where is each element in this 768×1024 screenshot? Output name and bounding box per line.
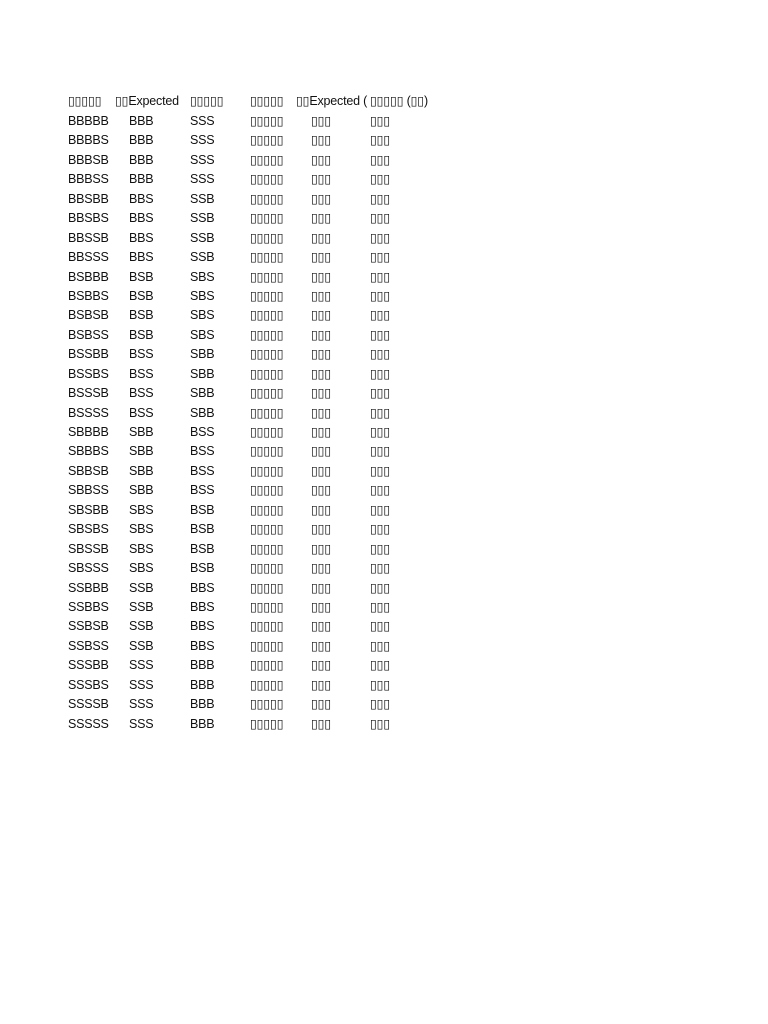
table-cell: ▯▯▯: [311, 677, 332, 692]
table-cell: SBB: [129, 425, 154, 439]
table-cell: SSS: [129, 716, 154, 731]
table-cell: SBS: [129, 561, 154, 576]
table-cell: SBSBS: [68, 522, 109, 537]
table-cell: ▯▯▯: [311, 483, 332, 498]
table-cell: SSB: [190, 211, 215, 226]
table-cell: BBS: [129, 250, 154, 265]
table-cell: ▯▯▯: [311, 288, 332, 303]
table-cell: BSBSB: [68, 308, 109, 323]
header-cell-3: ▯▯▯▯▯: [190, 94, 224, 108]
table-cell: ▯▯▯: [370, 599, 391, 614]
table-cell: SBBBB: [68, 425, 109, 439]
table-cell: SBB: [129, 483, 154, 498]
table-cell: SSS: [129, 697, 154, 712]
table-cell: SBB: [190, 366, 215, 381]
table-cell: SBSBB: [68, 502, 109, 517]
table-cell: ▯▯▯▯▯: [250, 483, 284, 498]
table-cell: SBBSB: [68, 463, 109, 478]
table-cell: ▯▯▯: [311, 269, 332, 284]
table-cell: BSSBB: [68, 347, 109, 362]
table-cell: SSS: [190, 114, 215, 128]
table-cell: ▯▯▯: [370, 269, 391, 284]
table-cell: SBS: [190, 269, 215, 284]
table-cell: ▯▯▯▯▯: [250, 114, 284, 128]
table-cell: ▯▯▯: [370, 191, 391, 206]
table-cell: SSS: [129, 658, 154, 673]
table-cell: ▯▯▯: [370, 347, 391, 362]
table-cell: ▯▯▯▯▯: [250, 638, 284, 653]
table-cell: BSB: [129, 308, 154, 323]
table-cell: BSSBS: [68, 366, 109, 381]
table-cell: ▯▯▯: [311, 347, 332, 362]
table-cell: ▯▯▯▯▯: [250, 133, 284, 148]
header-cell-1: ▯▯▯▯▯: [68, 94, 102, 108]
table-cell: ▯▯▯: [370, 172, 391, 187]
table-cell: BSS: [190, 463, 215, 478]
table-cell: ▯▯▯▯▯: [250, 152, 284, 167]
table-cell: SBS: [190, 308, 215, 323]
table-cell: ▯▯▯: [370, 619, 391, 634]
table-cell: BBSSS: [68, 250, 109, 265]
table-cell: ▯▯▯▯▯: [250, 288, 284, 303]
table-cell: ▯▯▯: [370, 658, 391, 673]
table-cell: ▯▯▯▯▯: [250, 697, 284, 712]
table-cell: ▯▯▯▯▯: [250, 580, 284, 595]
table-cell: BSB: [190, 561, 215, 576]
header-cell-5: ▯▯Expected (: [296, 94, 368, 108]
table-cell: SSB: [129, 638, 154, 653]
table-cell: ▯▯▯: [311, 561, 332, 576]
table-cell: ▯▯▯▯▯: [250, 172, 284, 187]
table-cell: ▯▯▯: [370, 133, 391, 148]
table-cell: ▯▯▯: [311, 230, 332, 245]
table-cell: ▯▯▯: [311, 152, 332, 167]
table-cell: ▯▯▯▯▯: [250, 561, 284, 576]
table-cell: ▯▯▯▯▯: [250, 211, 284, 226]
table-cell: ▯▯▯: [311, 366, 332, 381]
table-cell: ▯▯▯: [311, 114, 332, 128]
table-cell: ▯▯▯: [370, 114, 391, 128]
table-cell: BBS: [190, 599, 215, 614]
table-cell: BSS: [129, 386, 154, 401]
table-cell: SSSBB: [68, 658, 109, 673]
table-cell: ▯▯▯: [370, 697, 391, 712]
table-cell: ▯▯▯▯▯: [250, 541, 284, 556]
table-cell: BBBBS: [68, 133, 109, 148]
table-cell: BSSSB: [68, 386, 109, 401]
table-cell: ▯▯▯: [370, 444, 391, 459]
table-cell: ▯▯▯▯▯: [250, 327, 284, 342]
table-cell: ▯▯▯▯▯: [250, 658, 284, 673]
table-cell: ▯▯▯: [370, 405, 391, 420]
table-cell: SBBSS: [68, 483, 109, 498]
table-cell: SSS: [129, 677, 154, 692]
table-cell: ▯▯▯: [311, 444, 332, 459]
table-cell: BSB: [190, 502, 215, 517]
table-cell: ▯▯▯▯▯: [250, 463, 284, 478]
table-cell: BBS: [129, 191, 154, 206]
table-cell: BBB: [129, 172, 154, 187]
table-cell: ▯▯▯: [311, 250, 332, 265]
table-cell: ▯▯▯▯▯: [250, 366, 284, 381]
table-cell: ▯▯▯: [311, 716, 332, 731]
table-cell: BSB: [190, 522, 215, 537]
table-cell: ▯▯▯: [370, 386, 391, 401]
header-cell-2: ▯▯Expected: [115, 94, 179, 108]
table-cell: BSS: [190, 483, 215, 498]
table-cell: BSB: [129, 288, 154, 303]
table-cell: SSS: [190, 152, 215, 167]
table-cell: BSB: [190, 541, 215, 556]
table-cell: ▯▯▯▯▯: [250, 308, 284, 323]
table-cell: ▯▯▯▯▯: [250, 425, 284, 439]
table-cell: ▯▯▯: [370, 211, 391, 226]
table-cell: ▯▯▯: [311, 172, 332, 187]
table-cell: SBSSS: [68, 561, 109, 576]
table-cell: ▯▯▯: [370, 366, 391, 381]
table-cell: BSS: [129, 405, 154, 420]
table-cell: ▯▯▯: [311, 502, 332, 517]
table-cell: ▯▯▯▯▯: [250, 522, 284, 537]
table-cell: ▯▯▯: [370, 541, 391, 556]
table-cell: BBS: [190, 580, 215, 595]
table-cell: SSB: [190, 250, 215, 265]
table-cell: BBB: [129, 114, 154, 128]
table-cell: BBBSS: [68, 172, 109, 187]
table-cell: ▯▯▯: [370, 230, 391, 245]
table-cell: ▯▯▯▯▯: [250, 250, 284, 265]
table-cell: ▯▯▯: [370, 327, 391, 342]
table-cell: BBS: [129, 211, 154, 226]
table-cell: SBS: [129, 502, 154, 517]
table-cell: ▯▯▯▯▯: [250, 269, 284, 284]
table-cell: ▯▯▯: [370, 463, 391, 478]
table-cell: BSBBB: [68, 269, 109, 284]
table-cell: BSBSS: [68, 327, 109, 342]
table-cell: BBSSB: [68, 230, 109, 245]
table-cell: SSB: [129, 619, 154, 634]
table-cell: ▯▯▯: [370, 425, 391, 439]
table-cell: SSSSS: [68, 716, 109, 731]
table-cell: BSS: [129, 347, 154, 362]
table-cell: ▯▯▯: [370, 502, 391, 517]
table-cell: SBS: [129, 541, 154, 556]
table-cell: ▯▯▯▯▯: [250, 191, 284, 206]
table-cell: ▯▯▯: [370, 308, 391, 323]
table-cell: ▯▯▯: [370, 152, 391, 167]
table-cell: ▯▯▯: [311, 405, 332, 420]
table-cell: BBS: [129, 230, 154, 245]
table-cell: ▯▯▯: [311, 211, 332, 226]
table-cell: BBS: [190, 619, 215, 634]
table-cell: SBS: [190, 288, 215, 303]
table-cell: ▯▯▯: [311, 619, 332, 634]
header-cell-6: ▯▯▯▯▯ (▯▯): [370, 94, 428, 108]
table-cell: SBB: [129, 463, 154, 478]
table-cell: ▯▯▯▯▯: [250, 386, 284, 401]
table-cell: SSBBB: [68, 580, 109, 595]
table-cell: ▯▯▯: [311, 541, 332, 556]
table-cell: BSB: [129, 269, 154, 284]
table-cell: ▯▯▯: [370, 677, 391, 692]
table-cell: ▯▯▯▯▯: [250, 716, 284, 731]
table-cell: ▯▯▯: [311, 327, 332, 342]
table-cell: BSBBS: [68, 288, 109, 303]
table-cell: ▯▯▯: [311, 463, 332, 478]
table-cell: SSSBS: [68, 677, 109, 692]
table-cell: SBBBS: [68, 444, 109, 459]
table-cell: ▯▯▯: [311, 308, 332, 323]
table-cell: BBBSB: [68, 152, 109, 167]
table-cell: ▯▯▯▯▯: [250, 230, 284, 245]
table-cell: SSBBS: [68, 599, 109, 614]
table-cell: BBB: [190, 677, 215, 692]
table-cell: ▯▯▯: [370, 561, 391, 576]
header-cell-4: ▯▯▯▯▯: [250, 94, 284, 108]
table-cell: ▯▯▯: [311, 658, 332, 673]
table-cell: ▯▯▯: [370, 288, 391, 303]
table-cell: BBB: [190, 716, 215, 731]
table-cell: BBB: [190, 658, 215, 673]
table-cell: SSS: [190, 172, 215, 187]
table-cell: ▯▯▯▯▯: [250, 502, 284, 517]
table-cell: ▯▯▯: [370, 483, 391, 498]
table-cell: SSB: [129, 599, 154, 614]
table-cell: BBB: [190, 697, 215, 712]
table-cell: BSS: [190, 444, 215, 459]
table-cell: SSSSB: [68, 697, 109, 712]
table-cell: ▯▯▯▯▯: [250, 347, 284, 362]
table-cell: BBBBB: [68, 114, 109, 128]
table-cell: BBS: [190, 638, 215, 653]
table-cell: ▯▯▯▯▯: [250, 405, 284, 420]
table-cell: ▯▯▯▯▯: [250, 599, 284, 614]
table-cell: ▯▯▯: [311, 697, 332, 712]
table-cell: BSS: [129, 366, 154, 381]
table-cell: ▯▯▯: [311, 425, 332, 439]
table-cell: SSB: [190, 191, 215, 206]
table-cell: ▯▯▯: [311, 638, 332, 653]
table-cell: BBB: [129, 133, 154, 148]
table-cell: SSBSB: [68, 619, 109, 634]
table-cell: SBS: [129, 522, 154, 537]
table-cell: ▯▯▯▯▯: [250, 619, 284, 634]
table-cell: ▯▯▯: [311, 599, 332, 614]
table-cell: BSS: [190, 425, 215, 439]
table-cell: BBSBB: [68, 191, 109, 206]
table-cell: ▯▯▯: [311, 522, 332, 537]
table-cell: ▯▯▯: [370, 522, 391, 537]
table-cell: SSB: [190, 230, 215, 245]
table-cell: ▯▯▯: [311, 133, 332, 148]
table-cell: ▯▯▯: [370, 250, 391, 265]
table-cell: ▯▯▯: [311, 191, 332, 206]
table-cell: SBB: [190, 405, 215, 420]
table-cell: BBSBS: [68, 211, 109, 226]
table-cell: ▯▯▯: [370, 638, 391, 653]
table-cell: SSBSS: [68, 638, 109, 653]
table-cell: ▯▯▯: [311, 386, 332, 401]
table-cell: ▯▯▯: [370, 716, 391, 731]
table-cell: ▯▯▯: [311, 580, 332, 595]
table-cell: BSSSS: [68, 405, 109, 420]
table-cell: SBB: [190, 347, 215, 362]
table-cell: BSB: [129, 327, 154, 342]
table-cell: ▯▯▯: [370, 580, 391, 595]
table-cell: ▯▯▯▯▯: [250, 677, 284, 692]
table-cell: SSB: [129, 580, 154, 595]
table-cell: SBB: [129, 444, 154, 459]
table-cell: SSS: [190, 133, 215, 148]
table-cell: ▯▯▯▯▯: [250, 444, 284, 459]
table-cell: SBSSB: [68, 541, 109, 556]
table-cell: SBS: [190, 327, 215, 342]
table-cell: BBB: [129, 152, 154, 167]
table-cell: SBB: [190, 386, 215, 401]
